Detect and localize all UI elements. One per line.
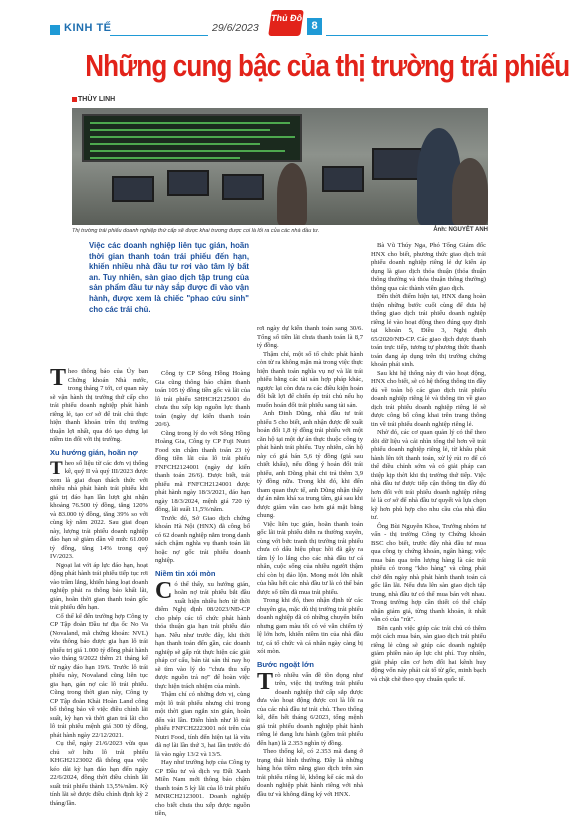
header-rule — [110, 35, 208, 36]
photo-caption: Thị trường trái phiếu doanh nghiệp thứ cấp sẽ được khai trương được coi là lối ra của các nhà đầu tư. — [72, 228, 320, 234]
column-3 — [257, 325, 363, 799]
article-headline: Những cung bậc của thị trường trái phiếu — [85, 48, 569, 83]
subheading: Bước ngoặt lớn — [257, 659, 314, 669]
dropcap: T — [50, 365, 67, 391]
newspaper-logo: Thủ Đô — [268, 10, 304, 36]
article-photo — [72, 108, 488, 225]
paragraph: Cũng trong lý do với Sông Hồng Hoàng Gia, Công ty CP Fuji Nutri Food xin chậm thanh toán 23 tỷ đồng tiền lãi của lô trái phiếu FNFCH2124001 (ngày dự kiến thanh toán 26/6). Được biết, trái phiếu mã FNFCH2124001 được phát hành ngày 18/3/2021, đáo hạn ngày 18/3/2024, mệnh giá 720 tỷ đồng, lãi suất 11,5%/năm. — [155, 429, 250, 513]
subheading: Niềm tin xói mòn — [155, 568, 216, 578]
paragraph: Trong khi đó, theo nhận định từ các chuyên gia, mặc dù thị trường trái phiếu doanh nghiệp đã có những chuyển biến nhưng gam màu tối có vẻ vẫn chiếm tỷ lệ lớn hơn, khiến niềm tin của nhà đầu tư, cá tổ chức và cá nhân ngày càng bị xói mòn. — [257, 597, 363, 655]
article-byline: THÙY LINH — [78, 96, 116, 103]
paragraph: Trước đó, Sở Giao dịch chứng khoán Hà Nội (HNX) đã công bố có 62 doanh nghiệp nằm trong danh sách chậm nghĩa vụ thanh toán lãi hoặc nợ gốc trái phiếu doanh nghiệp. — [155, 514, 250, 564]
section-label: KINH TẾ — [64, 22, 112, 34]
paragraph: Đến thời điểm hiện tại, HNX đang hoàn thiện những bước cuối cùng để đưa hệ thống giao dịch trái phiếu doanh nghiệp riêng lẻ vào hoạt động theo đúng quy định tại khoản 5, Điều 3, Nghị định 65/2020/NĐ-CP. Các giao dịch được thanh toán trực tiếp, tương tự phương thức thanh toán đang áp dụng trên thị trường chứng khoán phái sinh. — [371, 293, 486, 368]
column-4 — [371, 242, 486, 684]
paragraph: Công ty CP Sông Hồng Hoàng Gia cũng thông báo chậm thanh toán 105 tỷ đồng tiền gốc và lãi của lô trái phiếu SHHCH2125001 do chưa thu xếp kịp nguồn lực thanh toán (ngày dự kiến thanh toán 20/6). — [155, 370, 250, 428]
page-number: 8 — [307, 18, 322, 35]
paragraph: Ngoại lai với áp lực đáo hạn, hoạt động phát hành trái phiếu tiếp tục rơi vào trầm lắng, khiến hàng loạt doanh nghiệp phải ra thông báo khất lãi, gián, hoãn thời gian thanh toán gốc trái phiếu đến hạn. — [50, 561, 148, 611]
paragraph: Việc liên tục gián, hoãn thanh toán gốc lãi trái phiếu diễn ra thường xuyên, cùng với bức tranh thị trường trái phiếu chưa có dấu hiệu phục hồi đã gây ra tâm lý lo lắng cho các nhà đầu tư cá nhân, cuộc sống của nhiều người thậm chí còn bị đảo lộn. Mong mỏi lớn nhất của hầu hết các nhà đầu tư là có thể bán được số tiền đã mua trái phiếu. — [257, 520, 363, 596]
paragraph: Hay như trường hợp của Công ty CP Đầu tư và dịch vụ Đất Xanh Miền Nam mới thông báo chậm thanh toán 5 kỳ lãi của lô trái phiếu MNRCH2123001. Doanh nghiệp cho biết chưa thu xếp được nguồn tiền, — [155, 759, 250, 817]
photo-credit: Ảnh: NGUYỄT ANH — [433, 227, 488, 233]
paragraph: rò nhiều vấn đề tồn đọng như trên, việc thị trường trái phiếu doanh nghiệp thứ cấp sắp được đưa vào hoạt động được coi là lối ra của các nhà đầu tư trái chủ. Theo thống kê, đến hết tháng 6/2023, tổng mệnh giá trái phiếu doanh nghiệp phát hành riêng lẻ đang lưu hành (gồm trái phiếu đến hạn) là 2.353 nghìn tỷ đồng. — [257, 671, 363, 747]
article-lead: Việc các doanh nghiệp liên tục gián, hoãn thời gian thanh toán trái phiếu đến hạn, khiến nhiều nhà đầu tư rơi vào tâm lý bất an. Tuy nhiên, sàn giao dịch tập trung của sản phẩm đầu tư này sắp được đi vào vận hành, được xem là chiếc "phao cứu sinh" cho các trái chủ. — [89, 241, 249, 314]
column-2 — [155, 370, 250, 819]
paragraph: Cố thể kể đến trường hợp Công ty CP Tập đoàn Đầu tư địa ốc No Va (Novaland, mã chứng khoán: NVL) vừa thông báo được gia hạn lô trái phiếu trị giá 1.000 tỷ đồng phát hành vào tháng 9/2022 thêm 21 tháng kể từ ngày đáo hạn 19/6. Trước lô trái phiếu này, Novaland cũng liên tục gia hạn, gán nợ các lô trái phiếu. Cũng trong thời gian này, Công ty CP Tập đoàn Khải Hoàn Land công bố thông báo về việc điều chỉnh lãi suất, kỳ hạn và thời gian trả lãi cho lô trái phiếu mệnh giá 300 tỷ đồng, phát hành ngày 22/12/2021. — [50, 612, 148, 739]
paragraph: Thậm chí, một số tổ chức phát hành còn từ ra không mặn mà trong việc thực hiện thanh toán nghĩa vụ nợ và lãi trái phiếu bằng các tài sản hợp pháp khác, ngược lại còn đưa ra các điều kiện hoán đổi bất lợi để chiến ép trái chủ nếu họ muốn hoán đổi trái phiếu sang tài sản. — [257, 350, 363, 409]
byline-marker-icon — [72, 97, 77, 102]
paragraph: Ông Bùi Nguyên Khoa, Trưởng nhóm tư vấn - thị trường Công ty Chứng khoán BSC cho biết, trước đây nhà đầu tư mua qua công ty chứng khoán, ngân hàng; việc mua bán qua trên lượng hàng là các trái phiếu có trong "kho hàng" và cũng phải chờ đến ngày nhà phát hành thanh toán cả gốc lẫn lãi. Nếu đưa lên sàn giao dịch tập trung, nhà đầu tư có thể mua bán với nhau. Trong trường hợp cần thiết có thể chấp nhận giảm giá, từng thanh khoản, ít nhất vẫn có của "rút". — [371, 522, 486, 623]
section-marker-icon — [50, 25, 60, 35]
dropcap: C — [155, 577, 173, 604]
issue-date: 29/6/2023 — [212, 22, 259, 34]
paragraph: Cụ thể, ngày 21/6/2023 vừa qua chủ sở hữu lô trái phiếu KHGH2123002 đã thông qua việc kéo dài kỳ hạn đáo hạn đến ngày 22/6/2024, đồng thời điều chỉnh lãi suất trái phiếu thành 13,5%/năm. Kỳ tính lãi sẽ được điều chỉnh định kỳ 2 tháng/lần. — [50, 740, 148, 807]
paragraph: Theo thống kê, có 2.353 mã đang ở trạng thái hình thường. Đây là những hàng hóa tiềm năng giao dịch trên sàn trái phiếu riêng lẻ, không kể các mã do doanh nghiệp phát hành riêng với nhà đầu tư và không đăng ký với HNX. — [257, 748, 363, 798]
paragraph: heo thông báo của Ủy ban Chứng khoán Nhà nước, trong tháng 7 tới, cơ quan này sẽ vận hành thị trường thứ cấp cho trái phiếu doanh nghiệp phát hành riêng lẻ, tạo cơ sở để trái chủ thực hiện thanh khoản trên thị trường thuận lợi nhất, qua đó tạo dựng lại niềm tin đối với thị trường. — [50, 368, 148, 443]
paragraph: Anh Đinh Dũng, nhà đầu tư trái phiếu 5 cho biết, anh nhận được đề xuất hoán đổi 1,8 tỷ đồng trái phiếu với một căn hộ tại một dự án thực thuộc công ty phát hành trái phiếu. Tuy nhiên, căn hộ này có giá bán 5,6 tỷ đồng (giá sau chiết khấu), nếu đồng ý hoán đổi trái phiếu, anh Dũng phải chi trả thêm 3,9 tỷ đồng nữa. Trong khi đó, khi đến tham quan thực tế, anh Dũng nhận thấy dự án nằm khá xa trung tâm, giá sau khi được giảm vẫn cao hơn giá mặt bằng chung. — [257, 410, 363, 519]
paragraph: Bà Vũ Thúy Nga, Phó Tổng Giám đốc HNX cho biết, phương thức giao dịch trái phiếu doanh nghiệp riêng lẻ dự kiến áp dụng là giao dịch thỏa thuận (thỏa thuận thông thường và thỏa thuận thông thường) thông qua các thành viên giao dịch. — [371, 242, 486, 292]
paragraph: heo số liệu từ các đơn vị thống kê, quý II và quý III/2023 được xem là giai đoạn thách thức với nhiều nhà phát hành trái phiếu khi giá trị đáo hạn lần lượt ghi nhận khoảng 76.500 tỷ đồng, tăng 120% và 83.000 tỷ đồng, tăng 39% so với cùng kỳ năm 2022. Sau giai đoạn này, lượng trái phiếu doanh nghiệp đáo hạn sẽ giảm dần về mức 61.000 tỷ đồng, tăng 14% trong quý IV/2023. — [50, 459, 148, 560]
dropcap: T — [50, 457, 63, 479]
page-header — [0, 0, 500, 40]
subheading: Xu hướng gián, hoãn nợ — [50, 447, 138, 457]
column-1 — [50, 365, 148, 808]
paragraph: ó thể thấy, xu hướng gián, hoãn nợ trái phiếu bắt đầu xuất hiện nhiều hơn từ thời điểm Nghị định 08/2023/NĐ-CP cho phép các tổ chức phát hành thỏa thuận gia hạn trái phiếu đáo hạn. Nếu như trước đây, khi thời hạn thanh toán đến gần, các doanh nghiệp sẽ gấp rút thực hiện các giải pháp cơ cấu, bán tài sản thì nay họ sẽ tìm vào lý do "chưa thu xếp được nguồn trả nợ" để hoàn việc thực hiện trách nhiệm của mình. — [155, 580, 250, 690]
header-rule-right — [326, 35, 488, 36]
paragraph: Thậm chí có những đơn vị, cùng một lô trái phiếu nhưng chỉ trong một thời gian ngắn xin gián, hoãn đến vài lần. Điển hình như lô trái phiếu FNFCH2223001 nói trên của Nutri Food, tính đến hiện tại là vừa đã nợ lãi lần thứ 3, hai lần trước đó là vào ngày 13/2 và 13/5. — [155, 691, 250, 758]
paragraph: Nhờ đó, các cơ quan quản lý có thể theo dõi dữ liệu và cái nhìn tổng thể hơn về trái phiếu doanh nghiệp riêng lẻ, từ khâu phát hành lên tới thanh toán, xử lý rủi ro để có thể điều chỉnh sớm và có giải pháp can thiệp kịp thời khi thị trường thứ tiếp. Việc nhà đầu tư được tiếp cận thông tin đầy đủ hơn đối với trái phiếu doanh nghiệp riêng lẻ là cơ sở để nhà đầu tư quyết và lựa chọn kỹ hơn phù hợp cho nhu cầu của nhà đầu tư. — [371, 429, 486, 521]
stock-board — [82, 114, 302, 162]
paragraph: Bên cạnh việc giúp các trái chủ có thêm một cách mua bán, sàn giao dịch trái phiếu riêng lẻ cũng sẽ giúp các doanh nghiệp giảm phiền nào áp lực chi phí. Tuy nhiên, giải pháp căn cơ hơn đối hai kênh huy động vốn này phải cải tổ từ gốc, minh bạch và chặt chẽ theo quy chuẩn quốc tế. — [371, 624, 486, 683]
dropcap: T — [257, 668, 274, 695]
paragraph: rơi ngày dự kiến thanh toán sang 30/6. Tổng số tiền lãi chưa thanh toán là 8,7 tỷ đồng. — [257, 325, 363, 349]
paragraph: Sau khi hệ thống này đi vào hoạt động, HNX cho biết, sẽ có hệ thống thông tin đầy đủ về toàn bộ các giao dịch trái phiếu doanh nghiệp riêng lẻ và thông tin về giao dịch trái phiếu doanh nghiệp riêng lẻ sẽ được công bố công khai trên trang thông tin về trái phiếu doanh nghiệp riêng lẻ. — [371, 369, 486, 428]
